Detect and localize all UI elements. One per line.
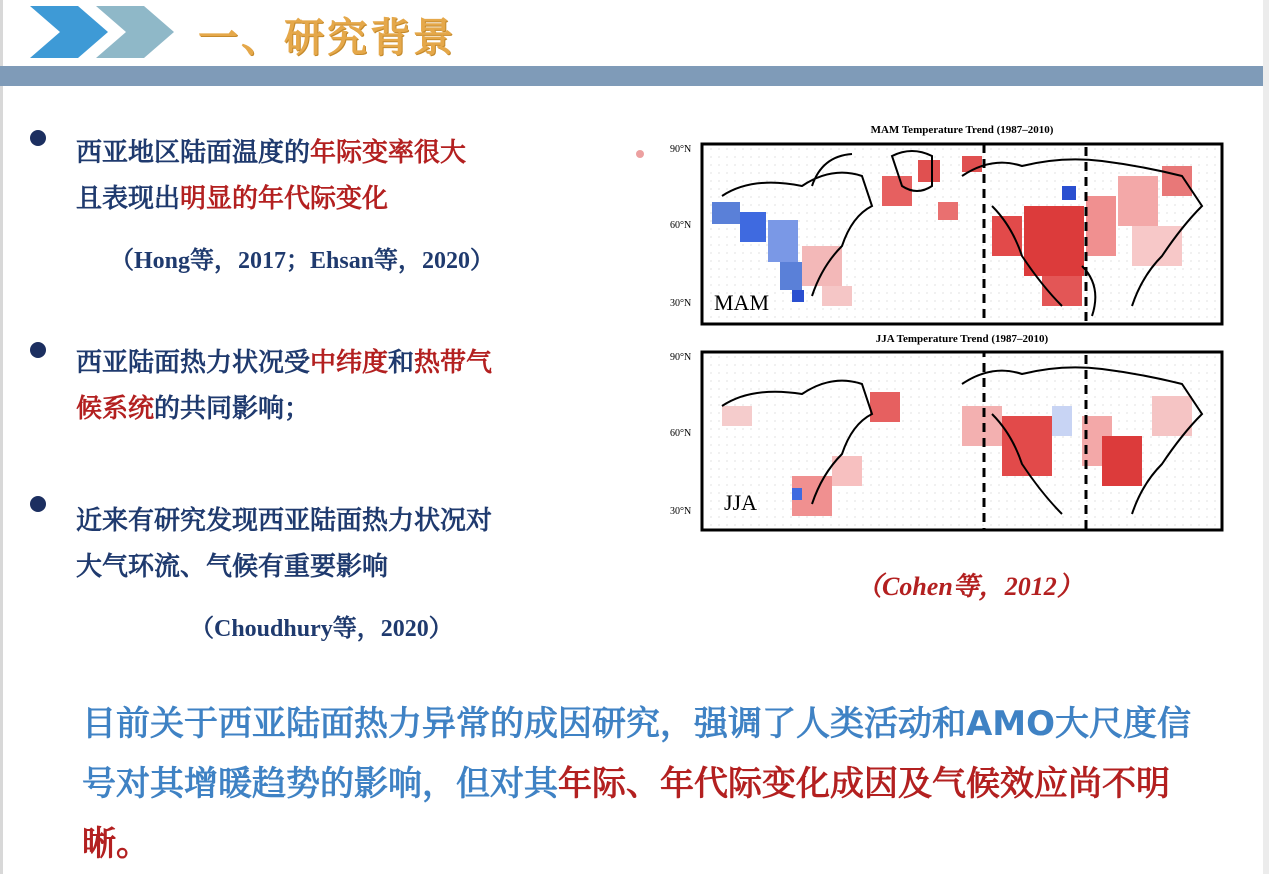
bullet-dot	[30, 130, 46, 146]
bullet-3-line1: 近来有研究发现西亚陆面热力状况对	[76, 506, 493, 536]
conclusion-part1: 目前关于西亚陆面热力异常的成因研究，强调了人类活动和AMO大尺度信号对其增暖趋势的影响，但对其	[82, 704, 1192, 804]
bullet-1-text	[76, 130, 666, 222]
bullet-1-reference: （Hong等，2017；Ehsan等，2020）	[110, 248, 495, 274]
figure-citation: （Cohen等，2012）	[856, 572, 1083, 601]
slide-right-edge	[1263, 0, 1269, 874]
bullet-3-text	[76, 498, 666, 590]
panel-1-lat-60: 60°N	[670, 220, 692, 231]
bullet-1-line1-a: 西亚地区陆面温度的	[76, 138, 311, 168]
conclusion-highlight: 年际、年代际变化成因及气候效应尚不明晰。	[82, 764, 1170, 864]
chevron-arrows-icon	[30, 6, 190, 58]
panel-1-title: MAM Temperature Trend (1987–2010)	[870, 124, 1054, 136]
bullet-2-highlight-system: 候系统	[76, 394, 155, 424]
bullet-2-line1-c: 和	[388, 348, 415, 378]
bullet-2-highlight-midlat: 中纬度	[310, 348, 389, 378]
bullet-2-line1-a: 西亚陆面热力状况受	[76, 348, 311, 378]
temperature-trend-figure	[662, 116, 1232, 536]
panel-2-lat-60: 60°N	[670, 428, 692, 439]
bullet-2-highlight-tropical: 热带气	[414, 348, 493, 378]
panel-2-map	[702, 352, 1222, 530]
panel-2-title: JJA Temperature Trend (1987–2010)	[875, 333, 1049, 345]
page-title: 一、研究背景	[198, 15, 456, 61]
panel-2-lat-90: 90°N	[670, 352, 692, 363]
header-divider-bar	[0, 66, 1263, 86]
panel-1-lat-90: 90°N	[670, 144, 692, 155]
bullet-3-line2: 大气环流、气候有重要影响	[76, 552, 389, 582]
panel-1-label: MAM	[714, 290, 770, 315]
bullet-dot	[30, 342, 46, 358]
panel-2-lat-30: 30°N	[670, 506, 692, 517]
panel-2-label: JJA	[724, 490, 758, 515]
bullet-dot	[30, 496, 46, 512]
bullet-2-text	[76, 340, 666, 432]
bullet-1-line2-highlight: 明显的年代际变化	[180, 184, 389, 214]
pointer-highlight-icon	[636, 150, 644, 158]
panel-1-map	[702, 144, 1222, 324]
bullet-1-line2-a: 且表现出	[76, 184, 181, 214]
bullet-3-reference: （Choudhury等，2020）	[190, 616, 453, 642]
slide-left-edge	[0, 0, 3, 874]
bullet-2-line2-b: 的共同影响；	[154, 394, 311, 424]
conclusion-text	[82, 694, 1222, 874]
panel-1-lat-30: 30°N	[670, 298, 692, 309]
bullet-1-line1-highlight: 年际变率很大	[310, 138, 467, 168]
